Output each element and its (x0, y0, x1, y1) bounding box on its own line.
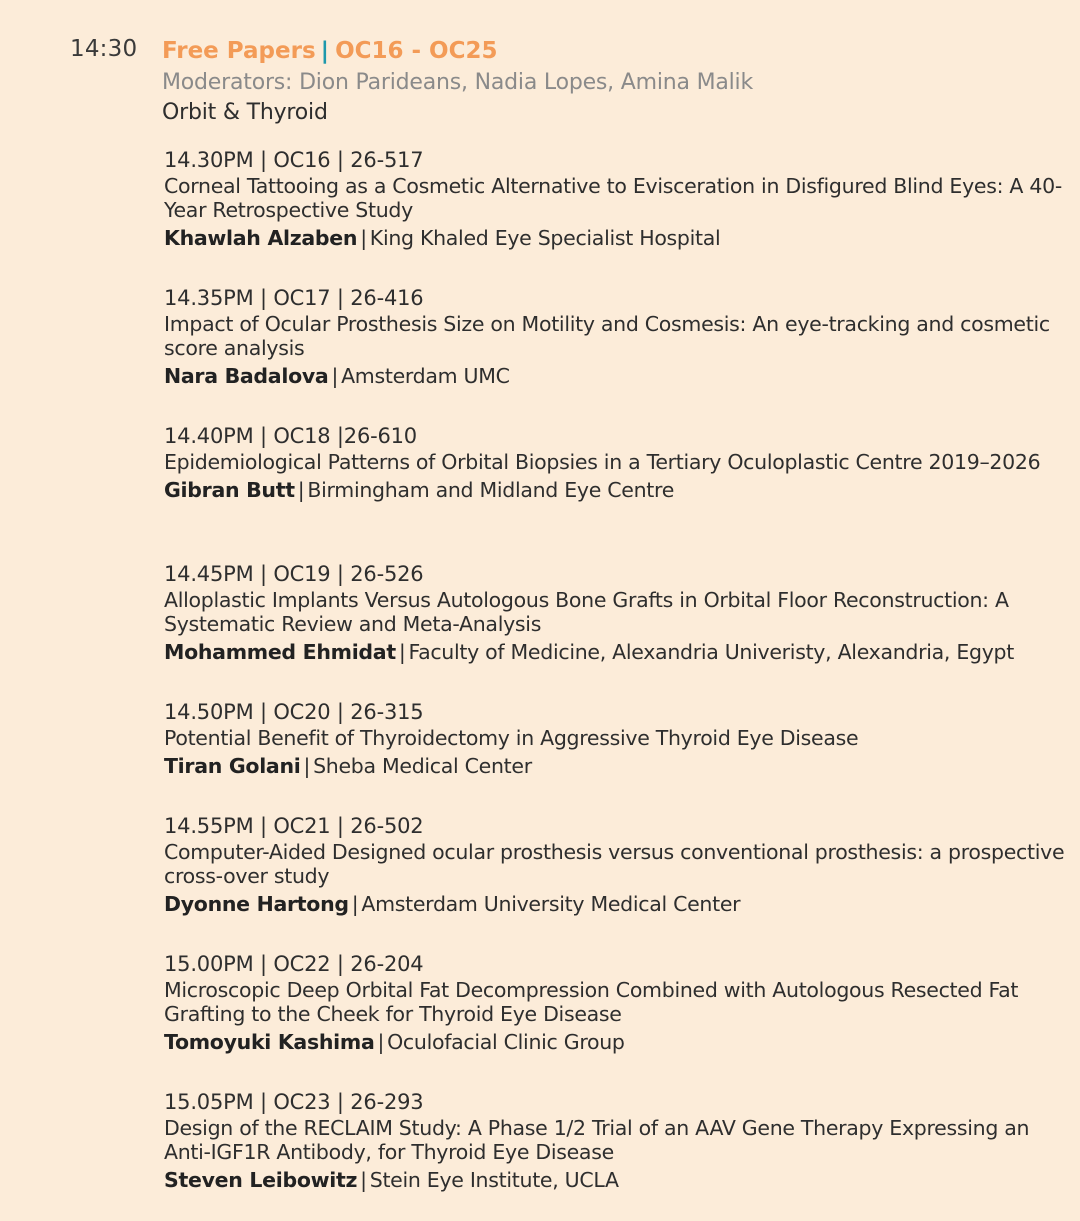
talk-affiliation: King Khaled Eye Specialist Hospital (369, 226, 721, 250)
talk-item (164, 1088, 1069, 1194)
author-separator: | (351, 892, 359, 916)
talk-affiliation: Birmingham and Midland Eye Centre (307, 478, 675, 502)
talk-meta: 14.30PM | OC16 | 26-517 (164, 148, 424, 172)
talk-author: Mohammed Ehmidat (164, 640, 396, 664)
talk-author: Khawlah Alzaben (164, 226, 358, 250)
session-time: 14:30 (70, 36, 138, 62)
talk-item (164, 422, 1069, 504)
talk-item (164, 950, 1069, 1056)
title-separator: | (320, 38, 330, 64)
talk-author-line (164, 752, 1069, 780)
talk-author-line (164, 1028, 1069, 1056)
talk-meta: 14.45PM | OC19 | 26-526 (164, 562, 424, 586)
talk-title: Alloplastic Implants Versus Autologous Bone Grafts in Orbital Floor Reconstruction: A Systematic Review and Meta-Analysis (164, 588, 1009, 636)
author-separator: | (303, 754, 311, 778)
talk-affiliation: Oculofacial Clinic Group (387, 1030, 625, 1054)
talk-affiliation: Amsterdam UMC (341, 364, 510, 388)
talk-item (164, 284, 1069, 390)
talk-author-line (164, 1166, 1069, 1194)
talk-title: Computer-Aided Designed ocular prosthesis versus conventional prosthesis: a prospective cross-over study (164, 840, 1065, 888)
talk-author-line (164, 476, 1069, 504)
talk-author: Dyonne Hartong (164, 892, 349, 916)
talk-meta: 14.40PM | OC18 |26-610 (164, 424, 417, 448)
talk-author: Gibran Butt (164, 478, 295, 502)
author-separator: | (297, 478, 305, 502)
talk-title: Corneal Tattooing as a Cosmetic Alternative to Evisceration in Disfigured Blind Eyes: A 40-Year Retrospective Study (164, 174, 1062, 222)
talk-author-line (164, 638, 1069, 666)
talk-meta: 14.55PM | OC21 | 26-502 (164, 814, 424, 838)
talk-meta: 15.00PM | OC22 | 26-204 (164, 952, 424, 976)
author-separator: | (398, 640, 406, 664)
talk-title: Potential Benefit of Thyroidectomy in Aggressive Thyroid Eye Disease (164, 726, 859, 750)
session-title-line (162, 34, 1062, 68)
talk-title: Impact of Ocular Prosthesis Size on Motility and Cosmesis: An eye-tracking and cosmetic score analysis (164, 312, 1050, 360)
talk-author: Steven Leibowitz (164, 1168, 358, 1192)
talk-affiliation: Amsterdam University Medical Center (361, 892, 741, 916)
talk-author: Nara Badalova (164, 364, 329, 388)
talk-author-line (164, 362, 1069, 390)
author-separator: | (331, 364, 339, 388)
talk-author: Tiran Golani (164, 754, 301, 778)
talk-author: Tomoyuki Kashima (164, 1030, 375, 1054)
talk-affiliation: Sheba Medical Center (313, 754, 532, 778)
talk-item (164, 812, 1069, 918)
talk-author-line (164, 890, 1069, 918)
talk-affiliation: Faculty of Medicine, Alexandria Univeristy, Alexandria, Egypt (408, 640, 1015, 664)
talk-title: Epidemiological Patterns of Orbital Biopsies in a Tertiary Oculoplastic Centre 2019–2026 (164, 450, 1041, 474)
talk-item (164, 698, 1069, 780)
session-title: Free Papers (162, 38, 316, 64)
session-moderators: Moderators: Dion Parideans, Nadia Lopes, Amina Malik (162, 70, 754, 95)
talk-affiliation: Stein Eye Institute, UCLA (369, 1168, 619, 1192)
talk-title: Design of the RECLAIM Study: A Phase 1/2 Trial of an AAV Gene Therapy Expressing an Anti-IGF1R Antibody, for Thyroid Eye Disease (164, 1116, 1030, 1164)
talk-meta: 15.05PM | OC23 | 26-293 (164, 1090, 424, 1114)
talk-meta: 14.35PM | OC17 | 26-416 (164, 286, 424, 310)
author-separator: | (360, 1168, 367, 1192)
talk-item (164, 560, 1069, 666)
talk-title: Microscopic Deep Orbital Fat Decompression Combined with Autologous Resected Fat Grafting to the Cheek for Thyroid Eye Disease (164, 978, 1019, 1026)
author-separator: | (360, 226, 367, 250)
author-separator: | (377, 1030, 385, 1054)
talk-meta: 14.50PM | OC20 | 26-315 (164, 700, 424, 724)
talk-item (164, 146, 1069, 252)
session-topic: Orbit & Thyroid (162, 100, 328, 125)
session-codes: OC16 - OC25 (335, 38, 498, 64)
session-header (162, 34, 1062, 128)
talk-author-line (164, 224, 1069, 252)
